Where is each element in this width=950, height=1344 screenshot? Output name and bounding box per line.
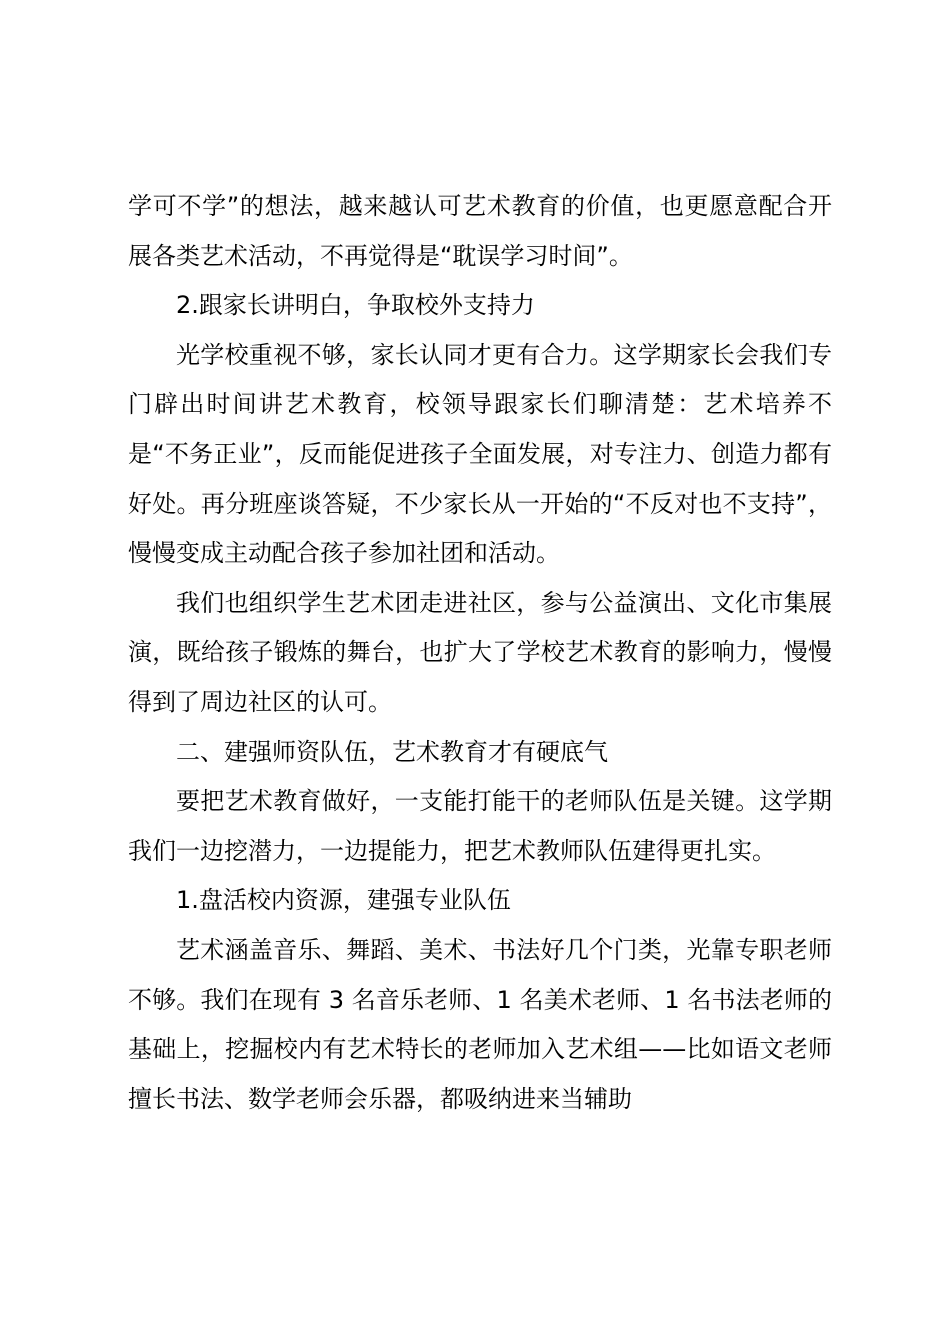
- paragraph-community: 我们也组织学生艺术团走进社区，参与公益演出、文化市集展演，既给孩子锻炼的舞台，也扩大了学校艺术教育的影响力，慢慢得到了周边社区的认可。: [128, 588, 832, 716]
- paragraph-school-resources: 艺术涵盖音乐、舞蹈、美术、书法好几个门类，光靠专职老师不够。我们在现有 3 名音乐老师、1 名美术老师、1 名书法老师的基础上，挖掘校内有艺术特长的老师加入艺术组——比如语文老师擅长书法、数学老师会乐器，都吸纳进来当辅助: [128, 935, 832, 1113]
- paragraph-continuation: 学可不学”的想法，越来越认可艺术教育的价值，也更愿意配合开展各类艺术活动，不再觉得是“耽误学习时间”。: [128, 192, 832, 270]
- document-body: [128, 182, 832, 1124]
- subheading-parents: 2.跟家长讲明白，争取校外支持力: [176, 291, 535, 320]
- paragraph-teacher-team: 要把艺术教育做好，一支能打能干的老师队伍是关键。这学期我们一边挖潜力，一边提能力，把艺术教师队伍建得更扎实。: [128, 787, 832, 865]
- paragraph-parents-meeting: 光学校重视不够，家长认同才更有合力。这学期家长会我们专门辟出时间讲艺术教育，校领导跟家长们聊清楚：艺术培养不是“不务正业”，反而能促进孩子全面发展，对专注力、创造力都有好处。再分班座谈答疑，不少家长从一开始的“不反对也不支持”，慢慢变成主动配合孩子参加社团和活动。: [128, 340, 832, 568]
- subheading-school-resources: 1.盘活校内资源，建强专业队伍: [176, 886, 511, 915]
- section-heading-teachers: 二、建强师资队伍，艺术教育才有硬底气: [176, 737, 608, 766]
